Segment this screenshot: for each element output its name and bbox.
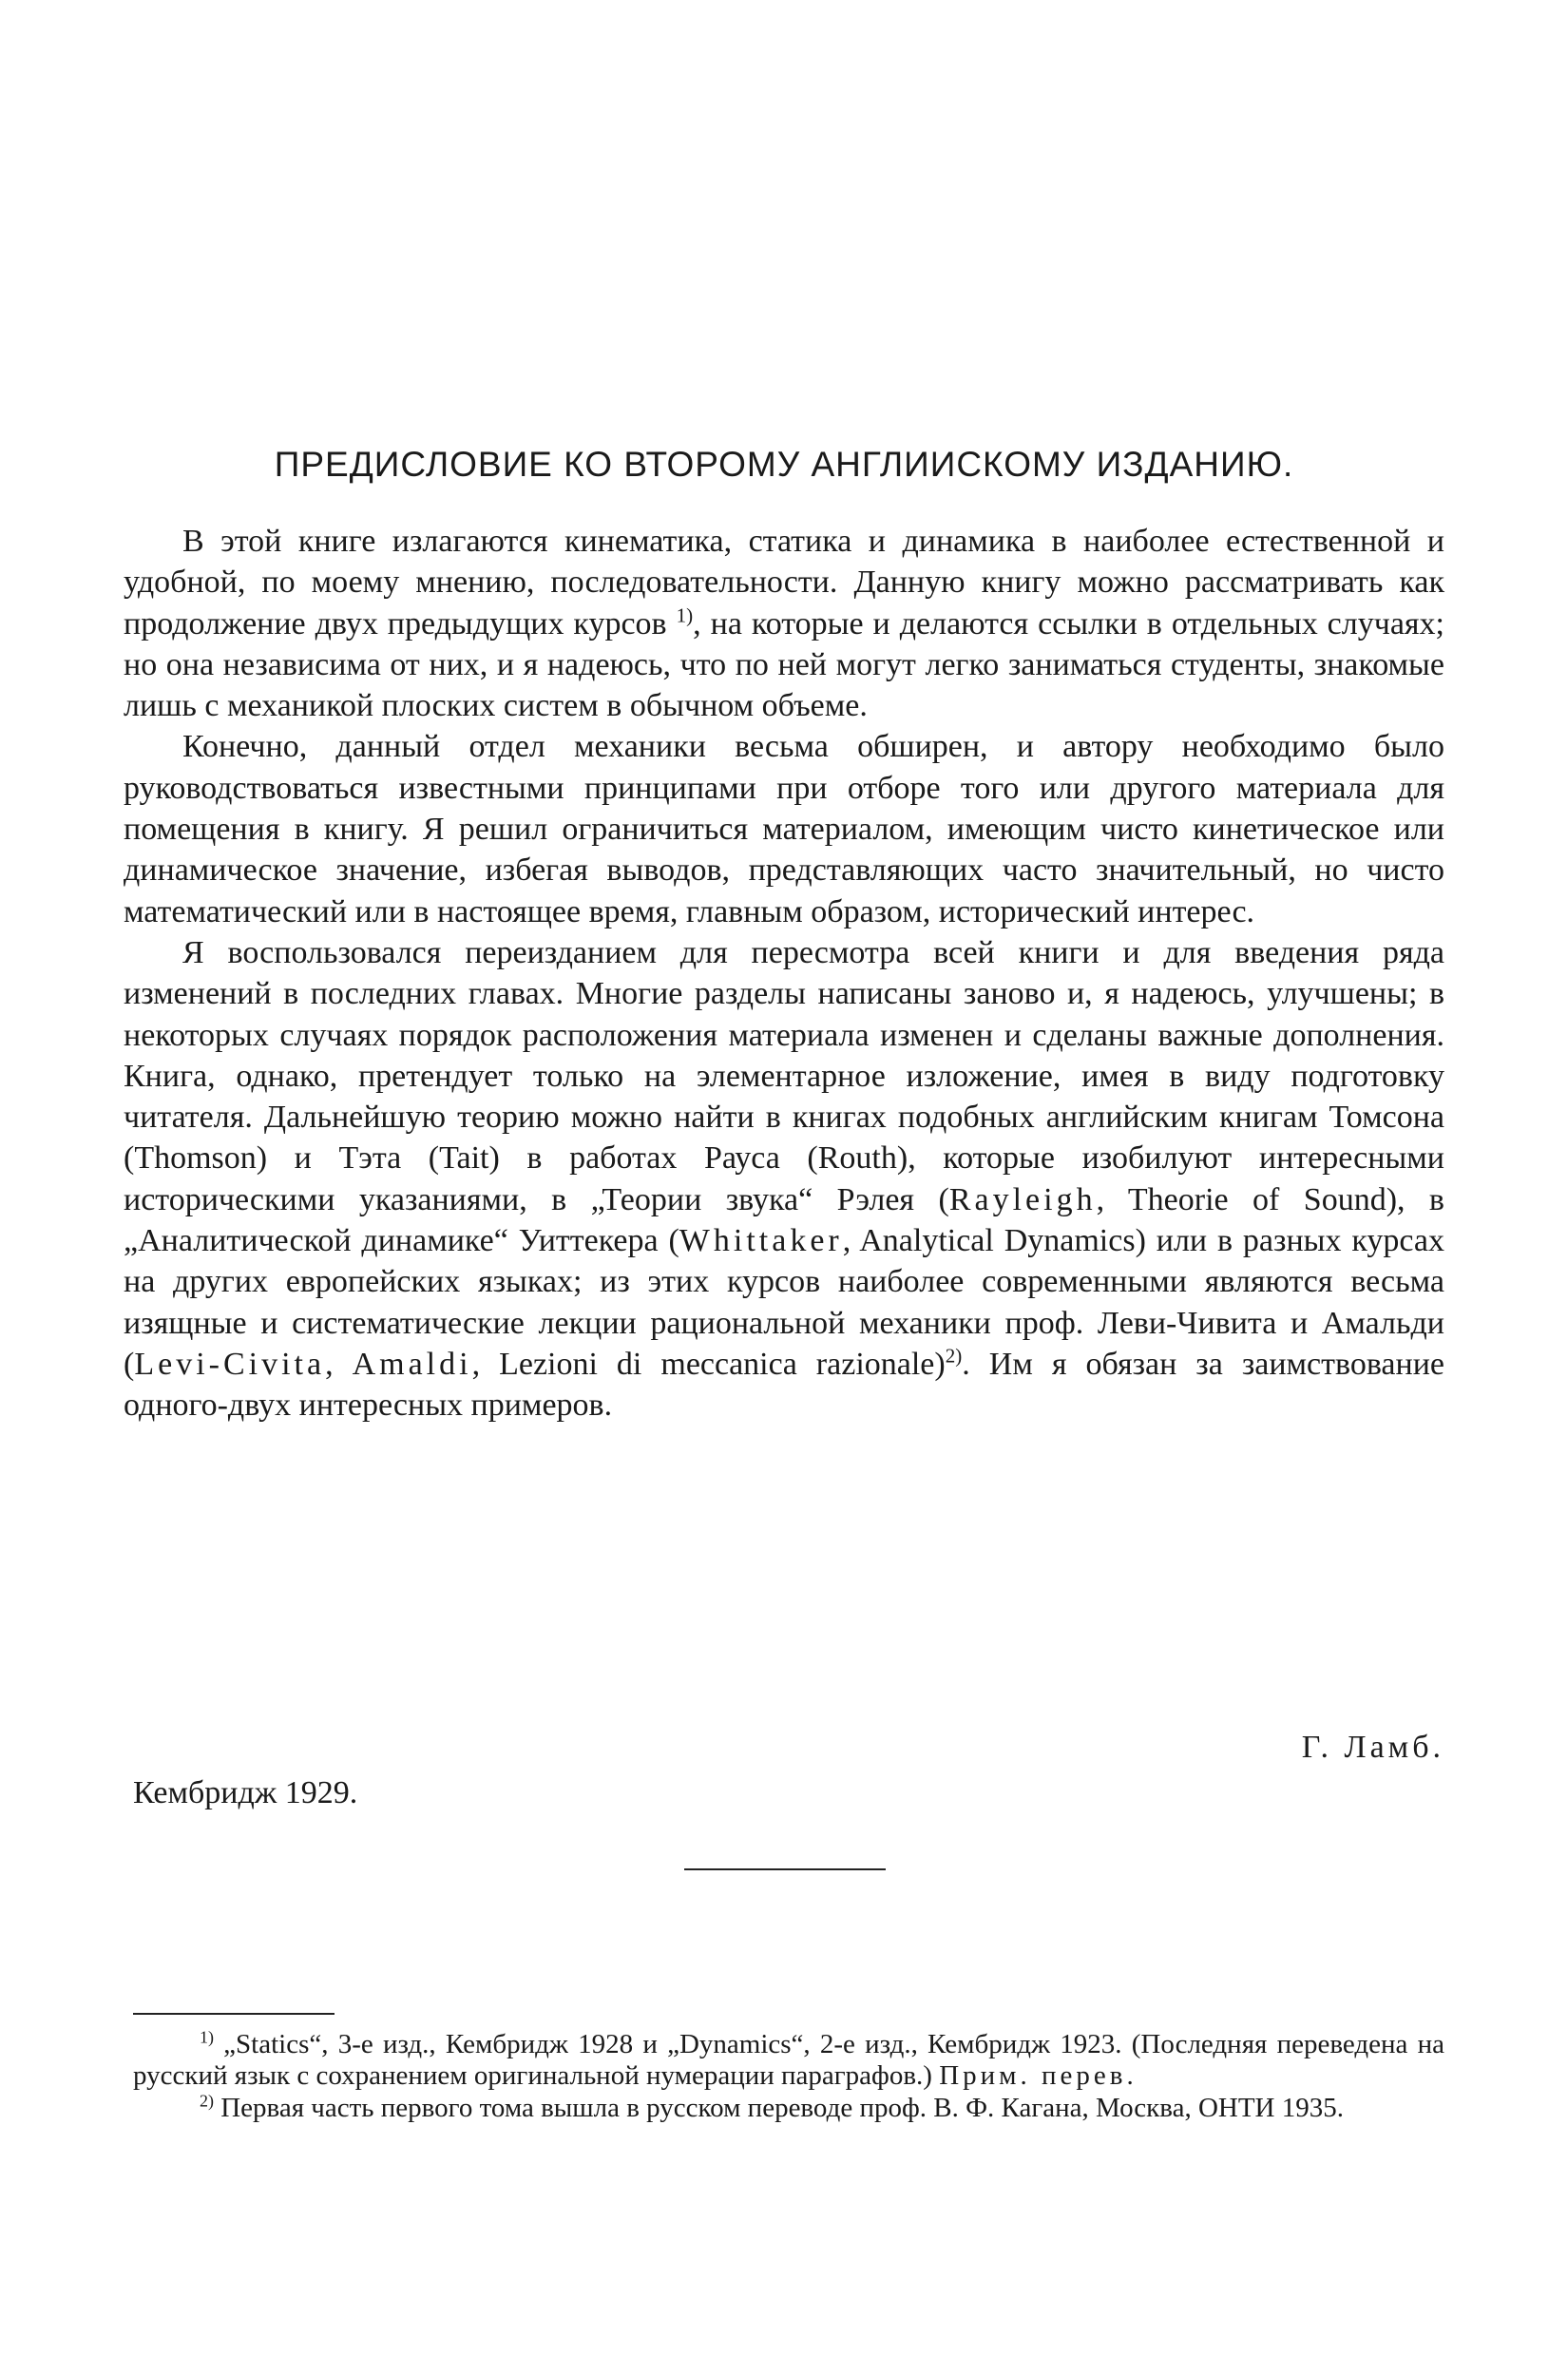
footnote-1-mark: 1)	[200, 2027, 214, 2047]
preface-title: ПРЕДИСЛОВИЕ КО ВТОРОМУ АНГЛИИСКОМУ ИЗДАНИЮ.	[274, 445, 1294, 484]
paragraph-3	[124, 932, 1444, 1426]
name-levi-civita: Levi-Civita	[134, 1346, 326, 1382]
preface-body	[124, 521, 1444, 1426]
paragraph-3-text-e: , Lezioni di meccanica razionale)	[471, 1346, 946, 1382]
footnote-ref-1: 1)	[676, 603, 694, 627]
name-amaldi: Amaldi	[352, 1346, 472, 1382]
paragraph-3-text-d: ,	[325, 1346, 353, 1382]
section-divider	[684, 1868, 886, 1870]
paragraph-3-text-f: . Им я обязан за заимствование одного-двух интересных примеров.	[124, 1346, 1445, 1424]
footnote-1-translator-note: Прим. перев.	[939, 2060, 1138, 2092]
footnote-ref-2: 2)	[945, 1344, 963, 1368]
footnote-1-text: „Statics“, 3-е изд., Кембридж 1928 и „Dynamics“, 2-е изд., Кембридж 1923. (Последняя переведена на русский язык с сохранением оригинальной нумерации параграфов.)	[133, 2029, 1444, 2092]
paragraph-3-text-b: , Theorie of Sound), в „Аналитической динамике“ Уиттекера (	[124, 1181, 1444, 1259]
paragraph-1	[124, 521, 1444, 726]
footnote-2-mark: 2)	[200, 2090, 214, 2110]
paragraph-1-text-a: В этой книге излагаются кинематика, статика и динамика в наиболее естественной и удобной, по моему мнению, последовательности. Данную книгу можно рассматривать как продолжение двух предыдущих курсов	[124, 524, 1444, 641]
author-signature: Г. Ламб.	[1301, 1730, 1444, 1765]
footnote-1	[133, 2029, 1444, 2093]
paragraph-3-text-a: Я воспользовался переизданием для пересмотра всей книги и для введения ряда изменений в последних главах. Многие разделы написаны заново и, я надеюсь, улучшены; в некоторых случаях порядок расположения материала изменен и сделаны важные дополнения. Книга, однако, претендует только на элементарное изложение, имея в виду подготовку читателя. Дальнейшую теорию можно найти в книгах подобных английским книгам Томсона (Thomson) и Тэта (Tait) в работах Рауса (Routh), которые изобилуют интересными историческими указаниями, в „Теории звука“ Рэлея (	[124, 934, 1444, 1217]
place-date: Кембридж 1929.	[133, 1775, 358, 1810]
page	[124, 0, 1444, 2355]
footnote-rule	[133, 2013, 335, 2015]
name-rayleigh: Rayleigh	[948, 1181, 1097, 1217]
footnote-2-text: Первая часть первого тома вышла в русском переводе проф. В. Ф. Кагана, Москва, ОНТИ 1935.	[213, 2092, 1344, 2123]
paragraph-2: Конечно, данный отдел механики весьма обширен, и автору необходимо было руководствоваться известными принципами при отборе того или другого материала для помещения в книгу. Я решил ограничиться материалом, имеющим чисто кинетическое или динамическое значение, избегая выводов, представляющих часто значительный, но чисто математический или в настоящее время, главным образом, исторический интерес.	[124, 729, 1444, 929]
footnotes	[133, 2029, 1444, 2124]
name-whittaker: Whittaker	[679, 1223, 843, 1259]
paragraph-1-text-b: , на которые и делаются ссылки в отдельных случаях; но она независима от них, и я надеюсь, что по ней могут легко заниматься студенты, знакомые лишь с механикой плоских систем в обычном объеме.	[124, 605, 1444, 724]
footnote-2	[133, 2090, 1444, 2124]
paragraph-3-text-c: , Analytical Dynamics) или в разных курсах на других европейских языках; из этих курсов наиболее современными являются весьма изящные и систематические лекции рациональной механики проф. Леви-Чивита и Амальди (	[124, 1223, 1444, 1382]
